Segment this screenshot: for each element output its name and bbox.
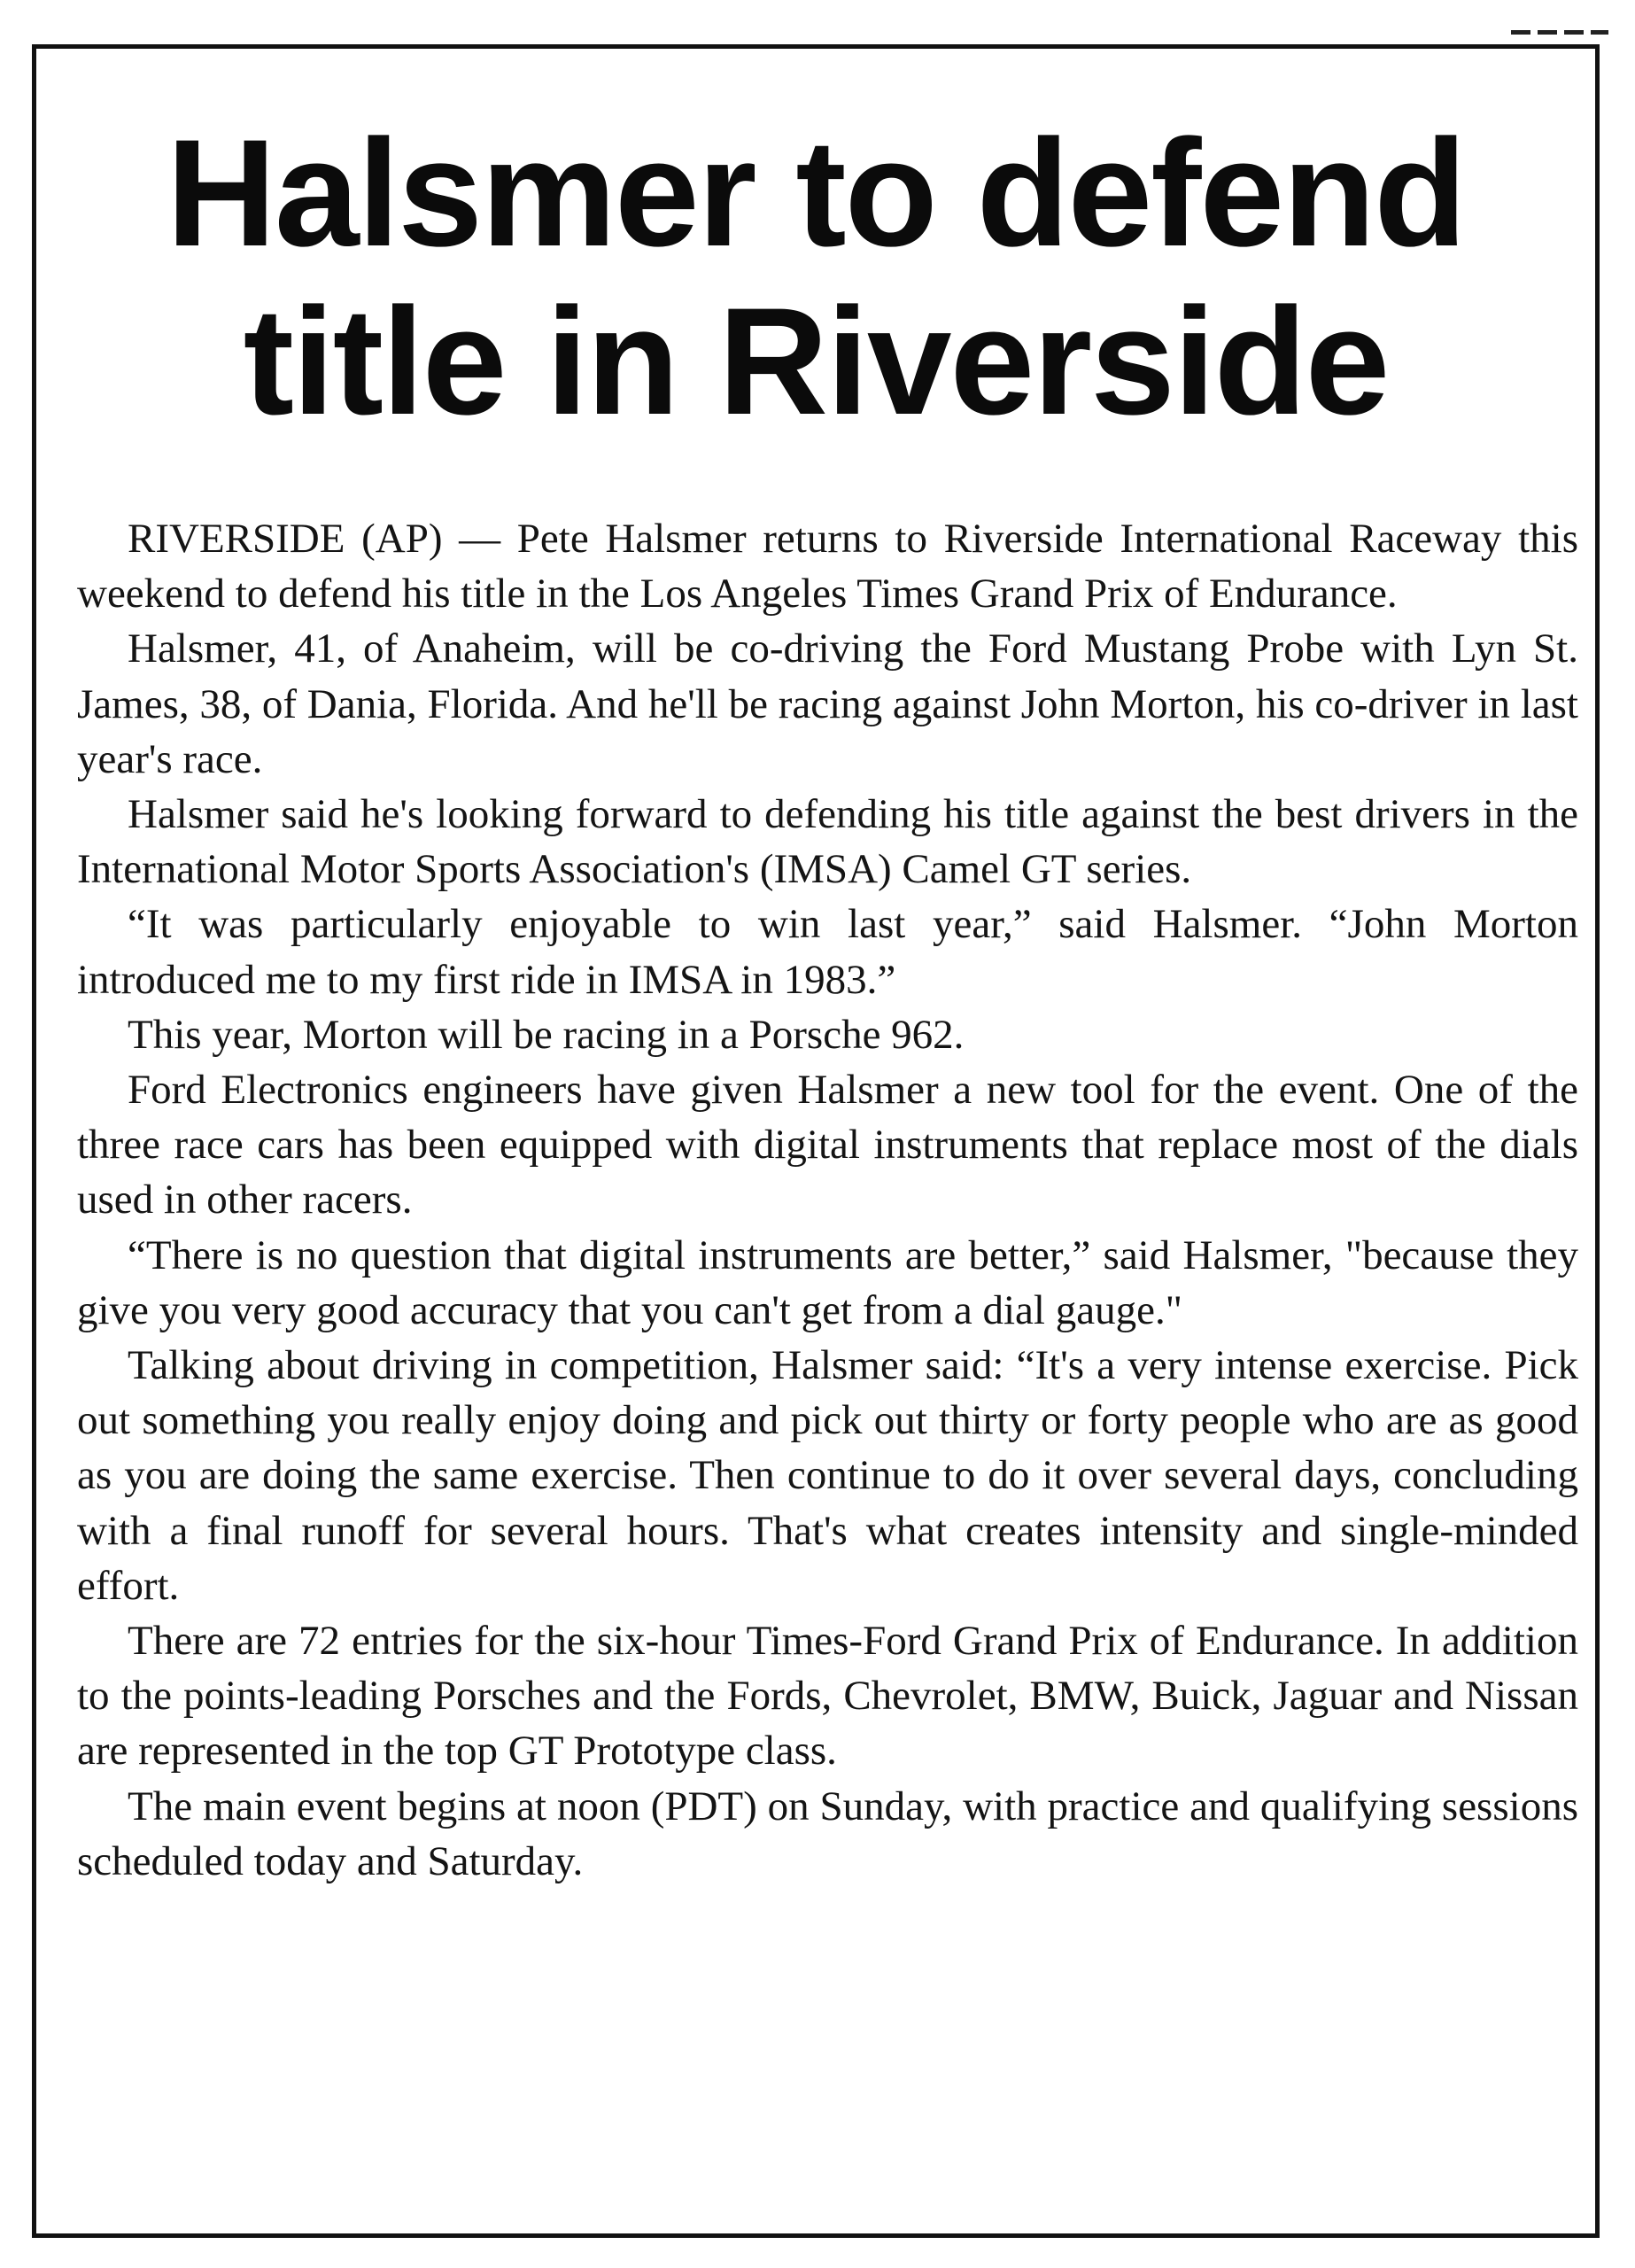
paragraph-schedule: The main event begins at noon (PDT) on Sunday, with practice and qualifying sessions scheduled today and Saturday.: [77, 1783, 1578, 1884]
paragraph-co-driver: Halsmer, 41, of Anaheim, will be co-driving the Ford Mustang Probe with Lyn St. James, 38, of Dania, Florida. And he'll be racing against John Morton, his co-driver in last year's race.: [77, 625, 1578, 782]
paragraph-dateline: RIVERSIDE (AP) — Pete Halsmer returns to Riverside International Raceway this weekend to defend his title in the Los Angeles Times Grand Prix of Endurance.: [77, 516, 1578, 617]
article-body: [77, 511, 1578, 1889]
paragraph-quote-last-year: “It was particularly enjoyable to win last year,” said Halsmer. “John Morton introduced me to my first ride in IMSA in 1983.”: [77, 901, 1578, 1003]
paragraph-morton-porsche: This year, Morton will be racing in a Porsche 962.: [128, 1011, 965, 1058]
paragraph-ford-electronics: Ford Electronics engineers have given Halsmer a new tool for the event. One of the three race cars has been equipped with digital instruments that replace most of the dials used in other racers.: [77, 1067, 1578, 1223]
headline-line-1: Halsmer to defend: [166, 108, 1466, 278]
article-clipping: [32, 44, 1600, 2238]
headline: [72, 109, 1560, 446]
paragraph-defending-title: Halsmer said he's looking forward to defending his title against the best drivers in the International Motor Sports Association's (IMSA) Camel GT series.: [77, 791, 1578, 893]
paragraph-digital-quote: “There is no question that digital instruments are better,” said Halsmer, "because they give you very good accuracy that you can't get from a dial gauge.": [77, 1231, 1578, 1333]
headline-line-2: title in Riverside: [243, 276, 1389, 447]
paragraph-entries: There are 72 entries for the six-hour Times-Ford Grand Prix of Endurance. In addition to the points-leading Porsches and the Fords, Chevrolet, BMW, Buick, Jaguar and Nissan are represented in the top GT Prototype class.: [77, 1618, 1578, 1775]
clipping-edge-mark: [1511, 30, 1608, 35]
paragraph-competition-quote: Talking about driving in competition, Halsmer said: “It's a very intense exercise. Pick out something you really enjoy doing and pick out thirty or forty people who are as good as you are doing the same exercise. Then continue to do it over several days, concluding with a final runoff for several hours. That's what creates intensity and single-minded effort.: [77, 1342, 1578, 1609]
